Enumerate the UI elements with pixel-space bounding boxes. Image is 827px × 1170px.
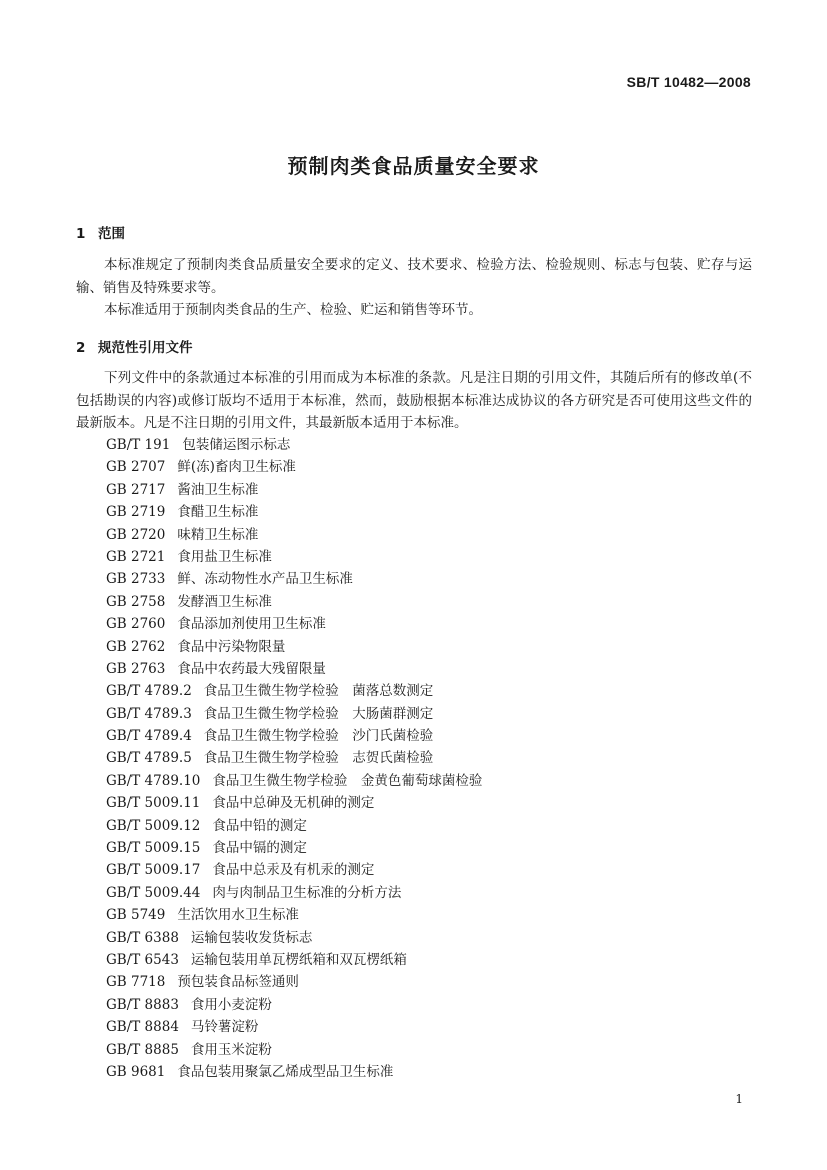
reference-item xyxy=(106,927,482,949)
reference-item xyxy=(106,501,482,523)
reference-title: 食品中农药最大残留限量 xyxy=(177,660,326,677)
reference-code: GB 2763 xyxy=(106,660,166,677)
reference-code: GB 9681 xyxy=(106,1063,166,1080)
reference-item xyxy=(106,568,482,590)
reference-code: GB 2721 xyxy=(106,548,166,565)
reference-title: 运输包装收发货标志 xyxy=(190,929,313,946)
reference-title: 食品卫生微生物学检验 志贺氏菌检验 xyxy=(203,750,434,767)
reference-item xyxy=(106,770,482,792)
reference-code: GB/T 8884 xyxy=(106,1019,179,1036)
reference-title: 鲜(冻)畜肉卫生标准 xyxy=(177,459,296,476)
reference-title: 食品卫生微生物学检验 大肠菌群测定 xyxy=(203,705,434,722)
reference-title: 酱油卫生标准 xyxy=(177,481,259,498)
reference-code: GB 2719 xyxy=(106,504,166,521)
reference-code: GB/T 4789.10 xyxy=(106,772,201,789)
reference-item xyxy=(106,815,482,837)
applicability-paragraph: 本标准适用于预制肉类食品的生产、检验、贮运和销售等环节。 xyxy=(104,302,482,318)
reference-item xyxy=(106,479,482,501)
reference-title: 食用盐卫生标准 xyxy=(177,548,272,565)
reference-code: GB 2762 xyxy=(106,638,166,655)
reference-code: GB/T 4789.4 xyxy=(106,728,192,745)
reference-code: GB 2720 xyxy=(106,526,166,543)
standard-code: SB/T 10482—2008 xyxy=(626,74,751,90)
reference-item xyxy=(106,725,482,747)
reference-code: GB 2717 xyxy=(106,481,166,498)
reference-code: GB/T 5009.44 xyxy=(106,884,201,901)
reference-code: GB/T 8883 xyxy=(106,996,179,1013)
section-title: 规范性引用文件 xyxy=(98,340,193,356)
reference-title: 运输包装用单瓦楞纸箱和双瓦楞纸箱 xyxy=(190,951,407,968)
reference-title: 鲜、冻动物性水产品卫生标准 xyxy=(177,571,353,588)
reference-title: 食醋卫生标准 xyxy=(177,504,259,521)
reference-title: 食品卫生微生物学检验 金黄色葡萄球菌检验 xyxy=(212,772,483,789)
reference-item xyxy=(106,747,482,769)
reference-item xyxy=(106,882,482,904)
reference-code: GB/T 5009.11 xyxy=(106,795,201,812)
reference-item xyxy=(106,1016,482,1038)
reference-title: 食品中铅的测定 xyxy=(212,817,307,834)
reference-code: GB/T 5009.15 xyxy=(106,840,201,857)
reference-title: 预包装食品标签通则 xyxy=(177,974,299,991)
section-number: 1 xyxy=(76,226,86,242)
reference-code: GB/T 6388 xyxy=(106,929,179,946)
reference-code: GB 5749 xyxy=(106,907,166,924)
reference-code: GB/T 4789.5 xyxy=(106,750,192,767)
reference-title: 食品中总汞及有机汞的测定 xyxy=(212,862,375,879)
reference-title: 食品添加剂使用卫生标准 xyxy=(177,616,326,633)
reference-item xyxy=(106,1061,482,1083)
reference-code: GB/T 8885 xyxy=(106,1041,179,1058)
scope-paragraph: 本标准规定了预制肉类食品质量安全要求的定义、技术要求、检验方法、检验规则、标志与包装、贮存与运输、销售及特殊要求等。 xyxy=(76,257,752,296)
reference-item xyxy=(106,524,482,546)
reference-item xyxy=(106,546,482,568)
reference-item xyxy=(106,949,482,971)
reference-item xyxy=(106,971,482,993)
reference-item xyxy=(106,591,482,613)
reference-code: GB 2707 xyxy=(106,459,166,476)
reference-title: 马铃薯淀粉 xyxy=(190,1019,259,1036)
reference-title: 味精卫生标准 xyxy=(177,526,259,543)
reference-code: GB/T 191 xyxy=(106,437,171,453)
references-intro-paragraph: 下列文件中的条款通过本标准的引用而成为本标准的条款。凡是注日期的引用文件，其随后所有的修改单(不包括勘误的内容)或修订版均不适用于本标准，然而，鼓励根据本标准达成协议的各方研究是否可使用这些文件的最新版本。凡是不注日期的引用文件，其最新版本适用于本标准。 xyxy=(76,370,752,431)
reference-item xyxy=(106,636,482,658)
reference-item xyxy=(106,456,482,478)
reference-item xyxy=(106,658,482,680)
reference-code: GB/T 6543 xyxy=(106,951,179,968)
reference-list xyxy=(106,434,482,1083)
reference-item xyxy=(106,613,482,635)
reference-code: GB 7718 xyxy=(106,974,166,991)
reference-code: GB 2760 xyxy=(106,616,166,633)
reference-title: 食品中污染物限量 xyxy=(177,638,286,655)
section-1-heading xyxy=(76,222,125,242)
reference-title: 肉与肉制品卫生标准的分析方法 xyxy=(212,884,402,901)
reference-item xyxy=(106,434,482,456)
reference-item xyxy=(106,792,482,814)
reference-code: GB/T 4789.2 xyxy=(106,683,192,700)
reference-code: GB 2733 xyxy=(106,571,166,588)
reference-title: 食品中总砷及无机砷的测定 xyxy=(212,795,375,812)
reference-item xyxy=(106,904,482,926)
reference-code: GB/T 5009.12 xyxy=(106,817,201,834)
document-title: 预制肉类食品质量安全要求 xyxy=(287,154,540,178)
reference-code: GB/T 4789.3 xyxy=(106,705,192,722)
reference-item xyxy=(106,837,482,859)
reference-title: 食品包装用聚氯乙烯成型品卫生标准 xyxy=(177,1063,394,1080)
reference-title: 食品卫生微生物学检验 菌落总数测定 xyxy=(203,683,434,700)
reference-code: GB 2758 xyxy=(106,593,166,610)
reference-title: 食用小麦淀粉 xyxy=(190,996,272,1013)
reference-item xyxy=(106,1039,482,1061)
reference-title: 包装储运图示标志 xyxy=(182,437,291,453)
reference-item xyxy=(106,703,482,725)
reference-code: GB/T 5009.17 xyxy=(106,862,201,879)
reference-title: 食品卫生微生物学检验 沙门氏菌检验 xyxy=(203,728,434,745)
section-number: 2 xyxy=(76,340,86,356)
reference-title: 食用玉米淀粉 xyxy=(190,1041,272,1058)
section-title: 范围 xyxy=(98,226,125,242)
reference-item xyxy=(106,859,482,881)
page-number: 1 xyxy=(735,1092,743,1106)
reference-title: 发酵酒卫生标准 xyxy=(177,593,272,610)
reference-item xyxy=(106,680,482,702)
reference-title: 食品中镉的测定 xyxy=(212,840,307,857)
reference-title: 生活饮用水卫生标准 xyxy=(177,907,299,924)
section-2-heading xyxy=(76,336,193,356)
reference-item xyxy=(106,994,482,1016)
